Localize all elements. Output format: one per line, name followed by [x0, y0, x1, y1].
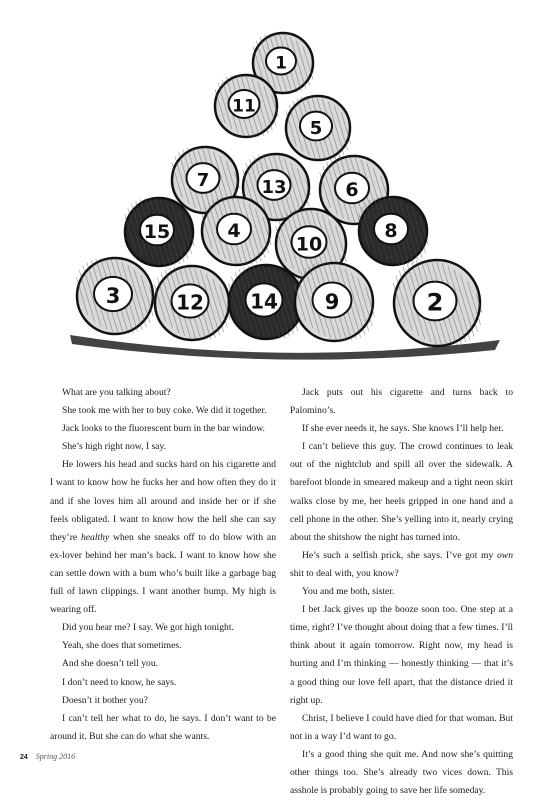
billiard-balls-illustration	[0, 0, 558, 370]
paragraph: She took me with her to buy coke. We did it together.	[62, 405, 267, 417]
paragraph: Jack looks to the fluorescent burn in the bar window.	[62, 423, 265, 435]
paragraph: If she ever needs it, he says. She knows I’ll help her.	[302, 423, 504, 435]
paragraph: I bet Jack gives up the booze soon too. One step at a time, right? I’ve thought about doing that a few times. I’ll think about it again tomorrow. Right now, my head is hurting and I’m thinking — honestly thinking — that it’s a good thing our love fell apart, that the distance dried it right up.	[290, 604, 513, 706]
billiard-ball	[393, 260, 482, 346]
billiard-ball	[294, 263, 374, 341]
paragraph: Christ, I believe I could have died for that woman. But not in a way I’d want to go.	[290, 712, 513, 742]
ball-number: 8	[384, 220, 398, 243]
billiard-ball	[125, 198, 195, 266]
paragraph: He lowers his head and sucks hard on his cigarette and I want to know how he fucks her and how often they do it and if she loves him all around and inside her or if she feels obligated. I want to know how the hell she can say they’re healthy when she sneaks off to do blow with an ex-lover behind her man’s back. I want to know how she can settle down with a bum who’s built like a garbage bag full of lawn clippings. I want another bump. My high is wearing off.	[50, 459, 276, 616]
ball-number: 1	[275, 53, 287, 74]
paragraph: Doesn’t it bother you?	[62, 694, 148, 706]
paragraph: I can’t tell her what to do, he says. I don’t want to be around it. But she can do what she wants.	[50, 712, 276, 742]
billiard-ball	[286, 96, 351, 160]
ball-number: 10	[295, 233, 323, 256]
ball-number: 3	[105, 283, 121, 308]
paragraph: I can’t believe this guy. The crowd continues to leak out of the nightclub and spill all over the sidewalk. A barefoot blonde in smeared makeup and a tight neon skirt walks close by me, her heels gripped in one hand and a cell phone in the other. She’s yelling into it, nearly crying about the shitshow the night has turned into.	[290, 441, 513, 543]
issue-label: Spring 2016	[35, 752, 76, 761]
billiard-ball	[359, 197, 429, 265]
billiard-ball	[228, 265, 304, 339]
paragraph: He’s such a selfish prick, she says. I’ve got my own shit to deal with, you know?	[290, 549, 513, 579]
paragraph: You and me both, sister.	[302, 586, 395, 598]
ball-number: 4	[227, 220, 241, 243]
paragraph: She’s high right now, I say.	[62, 441, 167, 453]
ball-number: 11	[232, 96, 256, 117]
ball-number: 15	[143, 221, 171, 244]
paragraph: What are you talking about?	[62, 387, 171, 398]
ball-number: 13	[261, 176, 287, 198]
ball-number: 12	[176, 290, 204, 315]
paragraph: Yeah, she does that sometimes.	[62, 640, 182, 652]
page-footer	[20, 752, 75, 761]
billiard-ball	[215, 75, 278, 137]
paragraph: And she doesn’t tell you.	[62, 658, 159, 670]
story-column-right	[290, 384, 513, 800]
billiard-ball	[202, 197, 272, 265]
billiard-ball	[76, 258, 154, 334]
ball-number: 5	[309, 117, 323, 139]
paragraph: It’s a good thing she quit me. And now she’s quitting other things too. She’s already two vices down. This asshole is probably going to save her life someday.	[290, 748, 513, 797]
ball-number: 7	[196, 169, 210, 191]
ball-number: 9	[324, 290, 340, 315]
paragraph: I don’t need to know, he says.	[62, 676, 177, 688]
ball-number: 14	[250, 289, 278, 314]
billiard-ball	[154, 266, 230, 340]
paragraph: Jack puts out his cigarette and turns back to Palomino’s.	[290, 387, 513, 417]
ball-number: 6	[345, 179, 359, 202]
paragraph: Did you hear me? I say. We got high tonight.	[62, 622, 234, 634]
ball-number: 2	[426, 288, 444, 317]
page-number: 24	[20, 754, 28, 761]
story-column-left	[50, 384, 276, 746]
